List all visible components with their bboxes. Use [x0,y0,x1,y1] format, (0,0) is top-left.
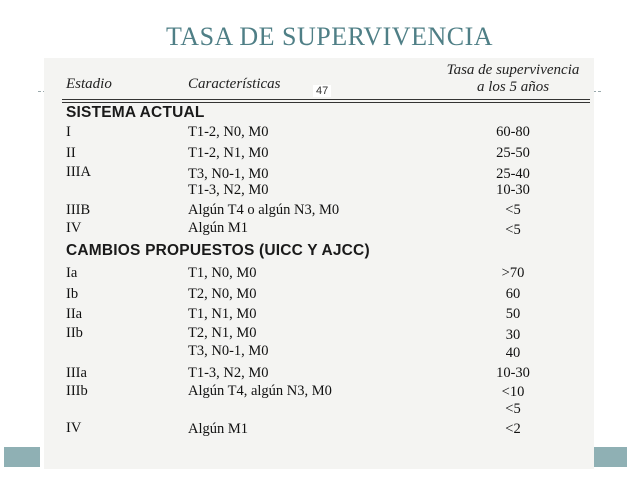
stage-cell: IIIA [66,164,91,180]
stage-cell: IIIa [66,365,87,381]
survival-cell: 25-40 [496,166,530,182]
survival-cell: 30 [505,327,521,343]
section-title-proposed-changes: CAMBIOS PROPUESTOS (UICC Y AJCC) [66,242,370,259]
characteristics-cell: T1, N0, M0 [188,265,257,281]
characteristics-cell: Algún M1 [188,220,249,236]
survival-cell: <2 [505,421,521,437]
characteristics-cell: Algún T4, algún N3, M0 [188,383,332,399]
header-survival-line2: a los 5 años [476,79,550,95]
header-characteristics: Características [188,76,281,92]
stage-cell: Ib [66,286,79,302]
survival-cell: <5 [505,222,521,238]
characteristics-cell: T2, N1, M0 [188,325,257,341]
survival-cell: <5 [505,202,521,218]
characteristics-cell: Algún T4 o algún N3, M0 [188,202,340,218]
characteristics-cell: T3, N0-1, M0 [188,343,269,359]
stage-cell: I [66,124,71,140]
characteristics-cell: Algún M1 [188,421,249,437]
stage-cell: IIa [66,306,83,322]
characteristics-cell: T3, N0-1, M0 [188,166,269,182]
stage-cell: IV [66,420,82,436]
survival-cell: 50 [505,306,521,322]
stage-cell: IV [66,220,82,236]
stage-cell: IIIB [66,202,91,218]
survival-cell: 40 [505,345,521,361]
slide-title: TASA DE SUPERVIVENCIA [166,22,494,51]
header-stage: Estadio [66,76,112,92]
characteristics-cell: T1-2, N0, M0 [188,124,269,140]
stage-cell: Ia [66,265,78,281]
stage-cell: IIb [66,325,83,341]
survival-cell: >70 [501,265,525,281]
survival-cell: 60-80 [496,124,530,140]
survival-cell: 10-30 [496,365,530,381]
header-rule [62,99,590,100]
survival-cell: <10 [501,384,525,400]
characteristics-cell: T1-3, N2, M0 [188,182,269,198]
page-number: 47 [313,85,331,97]
accent-bar-right [591,447,627,467]
characteristics-cell: T1-3, N2, M0 [188,365,269,381]
stage-cell: IIIb [66,383,88,399]
characteristics-cell: T1, N1, M0 [188,306,257,322]
header-survival-line1: Tasa de supervivencia [446,62,580,78]
accent-bar-left [4,447,40,467]
stage-cell: II [66,145,76,161]
survival-cell: 10-30 [496,182,530,198]
characteristics-cell: T1-2, N1, M0 [188,145,269,161]
characteristics-cell: T2, N0, M0 [188,286,257,302]
survival-cell: 25-50 [496,145,530,161]
survival-cell: 60 [505,286,521,302]
section-title-current-system: SISTEMA ACTUAL [66,104,205,121]
survival-cell: <5 [505,401,521,417]
header-rule-double [62,102,590,103]
